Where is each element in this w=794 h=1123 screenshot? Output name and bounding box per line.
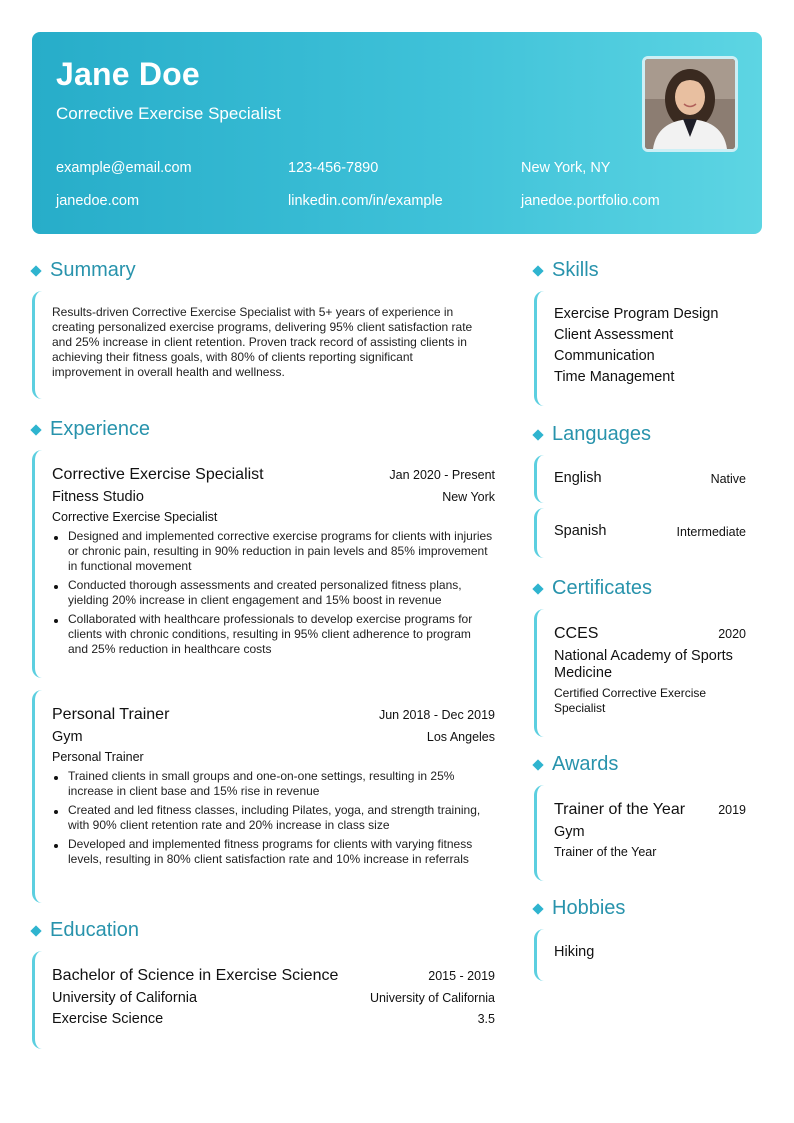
job-role: Corrective Exercise Specialist bbox=[52, 510, 218, 524]
job-location: Los Angeles bbox=[426, 730, 495, 744]
skill-item: Exercise Program Design bbox=[554, 306, 719, 322]
contact-linkedin[interactable]: linkedin.com/in/example bbox=[288, 193, 443, 209]
degree: Bachelor of Science in Exercise Science bbox=[52, 967, 339, 984]
section-title: Hobbies bbox=[552, 897, 626, 919]
language-name: Spanish bbox=[554, 523, 607, 539]
job-company: Fitness Studio bbox=[52, 489, 144, 505]
award-year: 2019 bbox=[718, 803, 746, 817]
candidate-name: Jane Doe bbox=[56, 56, 200, 92]
contact-email[interactable]: example@email.com bbox=[56, 160, 192, 176]
certificate-description: Certified Corrective Exercise Specialist bbox=[554, 686, 707, 715]
job-role: Personal Trainer bbox=[52, 750, 144, 764]
language-level: Intermediate bbox=[676, 525, 746, 539]
hobbies-heading bbox=[533, 897, 625, 920]
certificate-issuer: National Academy of Sports Medicine bbox=[554, 648, 733, 681]
hobbies-block bbox=[534, 929, 762, 981]
candidate-title: Corrective Exercise Specialist bbox=[56, 104, 281, 123]
section-title: Certificates bbox=[552, 577, 653, 599]
contact-website[interactable]: janedoe.com bbox=[56, 193, 140, 209]
experience-heading bbox=[31, 418, 150, 441]
job-title: Personal Trainer bbox=[52, 706, 170, 723]
diamond-icon bbox=[532, 429, 543, 440]
award-description: Trainer of the Year bbox=[554, 845, 657, 859]
diamond-icon bbox=[30, 424, 41, 435]
section-title: Skills bbox=[552, 259, 599, 281]
job-bullet: Conducted thorough assessments and created personalized fitness plans, yielding 20% increase in client engagement and 15% boost in revenue bbox=[52, 578, 494, 608]
certificate-item bbox=[534, 609, 762, 737]
job-bullet: Collaborated with healthcare professionals to develop exercise programs for clients with chronic conditions, resulting in 95% client adherence to program and 25% reduction in healthcare costs bbox=[52, 612, 494, 657]
diamond-icon bbox=[532, 583, 543, 594]
job-title: Corrective Exercise Specialist bbox=[52, 466, 264, 483]
profile-photo bbox=[642, 56, 738, 152]
job-bullets bbox=[52, 529, 494, 661]
languages-heading bbox=[533, 423, 651, 446]
education-item bbox=[32, 951, 497, 1049]
contact-portfolio[interactable]: janedoe.portfolio.com bbox=[521, 193, 660, 209]
resume-header bbox=[32, 32, 762, 234]
award-name: Trainer of the Year bbox=[554, 801, 686, 818]
skill-item: Communication bbox=[554, 348, 655, 364]
language-name: English bbox=[554, 470, 602, 486]
gpa: 3.5 bbox=[477, 1012, 495, 1026]
experience-item bbox=[32, 450, 497, 678]
summary-heading bbox=[31, 259, 136, 282]
skills-block bbox=[534, 291, 762, 406]
section-title: Awards bbox=[552, 753, 619, 775]
hobby-item: Hiking bbox=[554, 944, 595, 960]
awards-heading bbox=[533, 753, 618, 776]
job-bullet: Designed and implemented corrective exercise programs for clients with injuries or chronic pain, resulting in 90% reduction in pain levels and 85% improvement in functional movement bbox=[52, 529, 494, 574]
summary-text: Results-driven Corrective Exercise Specialist with 5+ years of experience in creating personalized exercise programs, delivering 95% client satisfaction rate and 25% increase in client retention. Proven track record of assisting clients in achieving their fitness goals, with 80% of clients reporting significant improvement in overall health and wellness. bbox=[52, 305, 473, 379]
diamond-icon bbox=[532, 759, 543, 770]
job-company: Gym bbox=[52, 729, 83, 745]
language-item bbox=[534, 455, 762, 503]
job-location: New York bbox=[442, 490, 495, 504]
field-of-study: Exercise Science bbox=[52, 1011, 164, 1027]
summary-block bbox=[32, 291, 497, 399]
skills-heading bbox=[533, 259, 599, 282]
section-title: Education bbox=[50, 919, 139, 941]
section-title: Languages bbox=[552, 423, 651, 445]
certificates-heading bbox=[533, 577, 652, 600]
experience-item bbox=[32, 690, 497, 903]
diamond-icon bbox=[30, 265, 41, 276]
job-dates: Jun 2018 - Dec 2019 bbox=[378, 708, 495, 722]
education-dates: 2015 - 2019 bbox=[428, 969, 495, 983]
certificate-name: CCES bbox=[554, 625, 599, 642]
school-right: University of California bbox=[369, 991, 495, 1005]
section-title: Summary bbox=[50, 259, 136, 281]
contact-phone[interactable]: 123-456-7890 bbox=[288, 160, 379, 176]
award-item bbox=[534, 785, 762, 881]
skill-item: Client Assessment bbox=[554, 327, 674, 343]
job-bullet: Trained clients in small groups and one-on-one settings, resulting in 25% increase in client base and 15% rise in revenue bbox=[52, 769, 494, 799]
profile-photo-image bbox=[645, 59, 735, 149]
skill-item: Time Management bbox=[554, 369, 675, 385]
diamond-icon bbox=[30, 925, 41, 936]
education-heading bbox=[31, 919, 139, 942]
job-bullet: Developed and implemented fitness programs for clients with varying fitness levels, resulting in 80% client satisfaction rate and 10% increase in referrals bbox=[52, 837, 494, 867]
job-dates: Jan 2020 - Present bbox=[389, 468, 495, 482]
contact-location: New York, NY bbox=[521, 160, 611, 176]
language-level: Native bbox=[710, 472, 746, 486]
award-org: Gym bbox=[554, 824, 585, 840]
section-title: Experience bbox=[50, 418, 151, 440]
diamond-icon bbox=[532, 265, 543, 276]
job-bullets bbox=[52, 769, 494, 871]
language-item bbox=[534, 508, 762, 558]
certificate-year: 2020 bbox=[718, 627, 746, 641]
job-bullet: Created and led fitness classes, including Pilates, yoga, and strength training, with 90% client retention rate and 20% increase in class size bbox=[52, 803, 494, 833]
diamond-icon bbox=[532, 903, 543, 914]
school: University of California bbox=[52, 990, 198, 1006]
